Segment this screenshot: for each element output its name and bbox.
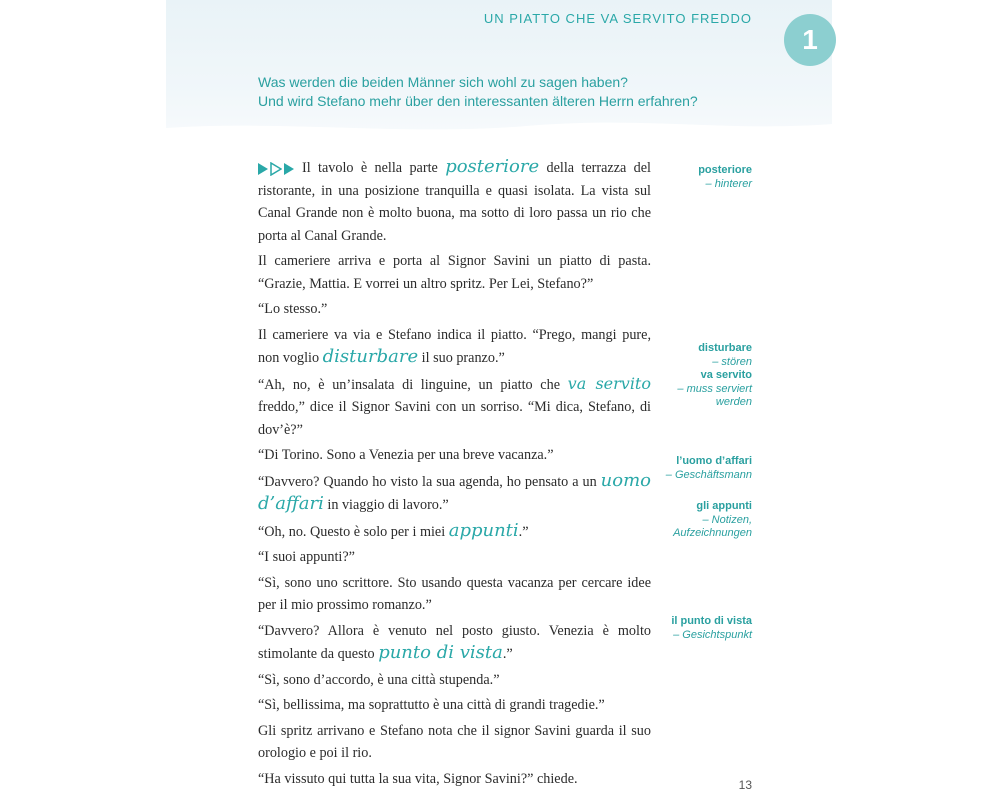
paragraph: “Sì, sono uno scrittore. Sto usando questa vacanza per cercare idee per il mio prossimo romanzo.”: [258, 574, 651, 613]
paragraph: Il cameriere va via e Stefano indica il piatto. “Prego, mangi pure, non voglio disturbare il suo pranzo.”: [258, 326, 651, 367]
paragraph: “Sì, bellissima, ma soprattutto è una città di grandi tragedie.”: [258, 697, 605, 713]
glossary-entry: il punto di vista – Gesichtspunkt: [671, 615, 752, 641]
keyword: appunti: [448, 519, 519, 541]
keyword: punto di vista: [378, 642, 503, 663]
header-wave-decoration: [166, 118, 832, 148]
paragraph: “Sì, sono d’accordo, è una città stupenda.”: [258, 671, 500, 688]
keyword: va servito: [567, 373, 651, 393]
paragraph: “Davvero? Allora è venuto nel posto giusto. Venezia è molto stimolante da questo punto di vista.”: [258, 622, 651, 663]
audio-track-icon[interactable]: [258, 162, 294, 176]
chapter-number-badge: 1: [784, 14, 836, 66]
paragraph: Gli spritz arrivano e Stefano nota che il signor Savini guarda il suo orologio e poi il rio.: [258, 722, 651, 761]
glossary-entry: posteriore – hinterer: [698, 164, 752, 190]
paragraph: “Ha vissuto qui tutta la sua vita, Signor Savini?” chiede.: [258, 770, 578, 787]
glossary-entry: disturbare – stören va servito – muss serviert werden: [677, 342, 752, 408]
paragraph: “Lo stesso.”: [258, 301, 328, 317]
glossary-entry: gli appunti – Notizen, Aufzeichnungen: [673, 500, 752, 539]
book-page: [166, 0, 832, 800]
paragraph: “Oh, no. Questo è solo per i miei appunti.”: [258, 519, 529, 541]
glossary-entry: l’uomo d’affari – Geschäftsmann: [665, 455, 752, 481]
paragraph: “Ah, no, è un’insalata di linguine, un piatto che va servito freddo,” dice il Signor Savini con un sorriso. “Mi dica, Stefano, di dov’è?”: [258, 373, 651, 438]
running-head: UN PIATTO CHE VA SERVITO FREDDO: [483, 11, 752, 26]
intro-line: Was werden die beiden Männer sich wohl zu sagen haben?: [258, 74, 628, 90]
paragraph: “Di Torino. Sono a Venezia per una breve vacanza.”: [258, 447, 554, 463]
paragraph: Il cameriere arriva e porta al Signor Savini un piatto di pasta. “Grazie, Mattia. E vorrei un altro spritz. Per Lei, Stefano?”: [258, 253, 651, 292]
story-text: [258, 156, 651, 790]
keyword: disturbare: [322, 346, 419, 367]
chapter-intro: [258, 73, 758, 111]
paragraph: “I suoi appunti?”: [258, 549, 355, 565]
keyword: posteriore: [445, 156, 540, 177]
paragraph: “Davvero? Quando ho visto la sua agenda, ho pensato a un uomo d’affari in viaggio di lavoro.”: [258, 469, 651, 514]
keyword: uomo d’affari: [258, 469, 651, 514]
intro-line: Und wird Stefano mehr über den interessanten älteren Herrn erfahren?: [258, 93, 698, 109]
paragraph: Il tavolo è nella parte posteriore della terrazza del ristorante, in una posizione tranquilla e quasi isolata. La vista sul Canal Grande non è molto buona, ma sotto di loro passa un rio che porta al Canal Grande.: [258, 156, 652, 244]
page-number: 13: [738, 778, 752, 792]
